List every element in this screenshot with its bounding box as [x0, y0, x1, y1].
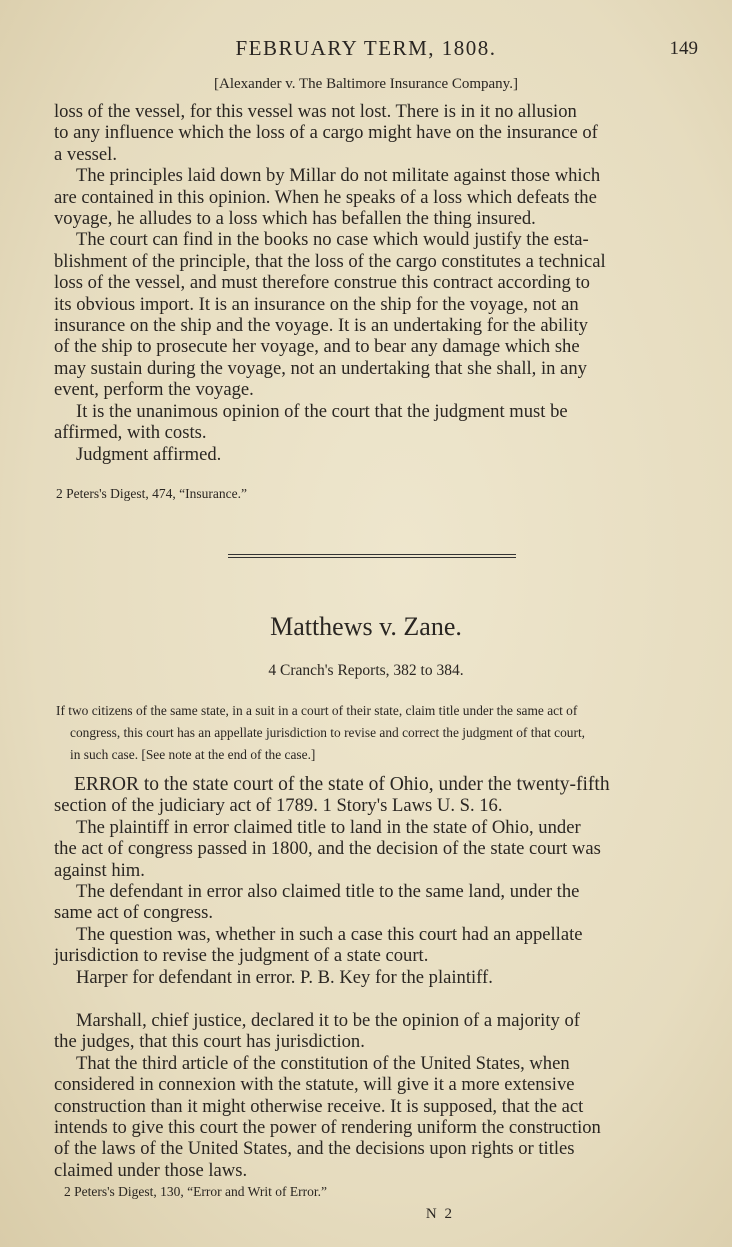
text-line: are contained in this opinion. When he speaks of a loss which defeats the — [54, 186, 597, 208]
text-line: It is the unanimous opinion of the court that the judgment must be — [76, 400, 568, 422]
text-line: The defendant in error also claimed title to the same land, under the — [76, 881, 580, 903]
text-line: jurisdiction to revise the judgment of a state court. — [54, 945, 429, 967]
text-line: construction than it might otherwise receive. It is supposed, that the act — [54, 1095, 584, 1117]
text-line: against him. — [54, 859, 145, 881]
running-case-name: [Alexander v. The Baltimore Insurance Company.] — [214, 76, 518, 92]
text-line: may sustain during the voyage, not an undertaking that she shall, in any — [54, 357, 587, 379]
text-line: of the ship to prosecute her voyage, and to bear any damage which she — [54, 336, 580, 358]
headnote — [56, 700, 698, 766]
case-citation: 4 Cranch's Reports, 382 to 384. — [268, 662, 464, 679]
text-line: ERROR to the state court of the state of Ohio, under the twenty-fifth — [74, 774, 610, 795]
judgment-line: Judgment affirmed. — [76, 443, 222, 465]
text-line: That the third article of the constitution of the United States, when — [76, 1052, 570, 1074]
footnote-error: 2 Peters's Digest, 130, “Error and Writ of Error.” — [64, 1184, 327, 1199]
court-opinion — [54, 1010, 699, 1181]
text-line: affirmed, with costs. — [54, 422, 207, 444]
text-line: event, perform the voyage. — [54, 379, 254, 401]
text-line: The plaintiff in error claimed title to land in the state of Ohio, under — [76, 816, 581, 838]
text-line: the judges, that this court has jurisdiction. — [54, 1031, 365, 1053]
text-line: The question was, whether in such a case this court had an appellate — [76, 923, 583, 945]
previous-opinion-text — [54, 101, 699, 465]
section-divider — [228, 554, 516, 558]
headnote-line: in such case. [See note at the end of the case.] — [70, 747, 316, 762]
text-line: voyage, he alludes to a loss which has befallen the thing insured. — [54, 208, 536, 230]
text-line: of the laws of the United States, and the decisions upon rights or titles — [54, 1138, 575, 1160]
text-line: The court can find in the books no case which would justify the esta- — [76, 229, 589, 251]
text-line: considered in connexion with the statute, will give it a more extensive — [54, 1074, 575, 1096]
page-number: 149 — [669, 38, 698, 59]
text-line: a vessel. — [54, 143, 117, 165]
text-line: loss of the vessel, and must therefore construe this contract according to — [54, 272, 590, 294]
signature-mark: N 2 — [425, 1206, 454, 1222]
text-line: to any influence which the loss of a cargo might have on the insurance of — [54, 122, 598, 144]
counsel-line: Harper for defendant in error. P. B. Key for the plaintiff. — [76, 966, 493, 988]
text-line: intends to give this court the power of rendering uniform the construction — [54, 1117, 601, 1139]
headnote-line: congress, this court has an appellate jurisdiction to revise and correct the judgment of that court, — [70, 725, 586, 740]
text-line: blishment of the principle, that the loss of the cargo constitutes a technical — [54, 250, 606, 272]
text-line: loss of the vessel, for this vessel was not lost. There is in it no allusion — [54, 101, 577, 122]
running-header-title: FEBRUARY TERM, 1808. — [235, 36, 497, 60]
text-line: Marshall, chief justice, declared it to be the opinion of a majority of — [76, 1010, 580, 1031]
headnote-line: If two citizens of the same state, in a suit in a court of their state, claim title under the same act of — [56, 703, 578, 718]
text-line: section of the judiciary act of 1789. 1 Story's Laws U. S. 16. — [54, 795, 503, 817]
text-line: insurance on the ship and the voyage. It is an undertaking for the ability — [54, 315, 588, 337]
text-line: The principles laid down by Millar do not militate against those which — [76, 165, 601, 187]
case-title: Matthews v. Zane. — [270, 612, 462, 641]
text-line: its obvious import. It is an insurance on the ship for the voyage, not an — [54, 293, 579, 315]
text-line: same act of congress. — [54, 902, 214, 924]
footnote-insurance: 2 Peters's Digest, 474, “Insurance.” — [56, 486, 248, 501]
case-statement — [54, 774, 699, 988]
text-line: claimed under those laws. — [54, 1159, 248, 1181]
text-line: the act of congress passed in 1800, and the decision of the state court was — [54, 838, 601, 860]
